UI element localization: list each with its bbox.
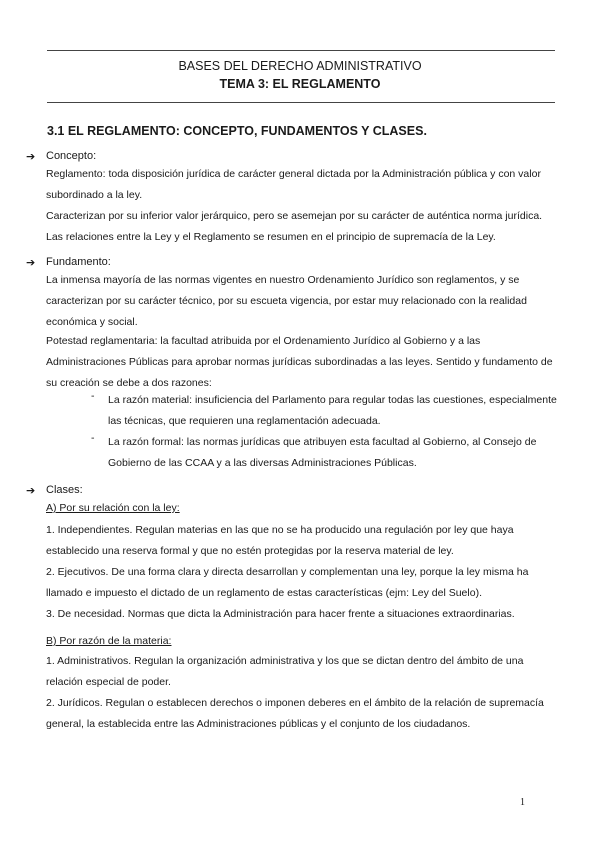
concepto-paragraph-2: Caracterizan por su inferior valor jerárquico, pero se asemejan por su carácter de auténtica norma jurídica. Las relaciones entre la Ley y el Reglamento se resumen en el principio de supremacía de la Ley.	[46, 210, 543, 243]
page-number: 1	[520, 797, 525, 808]
clases-a-item-3: 3. De necesidad. Normas que dicta la Administración para hacer frente a situaciones extraordinarias.	[46, 608, 515, 620]
document-title: BASES DEL DERECHO ADMINISTRATIVO	[178, 59, 422, 73]
clases-group-a-title: A) Por su relación con la ley:	[46, 502, 180, 514]
clases-group-b-title: B) Por razón de la materia:	[46, 635, 172, 647]
header-top-rule	[47, 50, 555, 51]
arrow-bullet-icon: ➔	[26, 257, 36, 269]
fundamento-paragraph-2: Potestad reglamentaria: la facultad atribuida por el Ordenamiento Jurídico al Gobierno y a las Administraciones Públicas para aprobar normas jurídicas subordinadas a las leyes. Sentido y fundamento de su creación se debe a dos razones:	[46, 335, 553, 389]
document-subtitle: TEMA 3: EL REGLAMENTO	[219, 77, 381, 91]
header-bottom-rule	[47, 102, 555, 103]
fundamento-label: Fundamento:	[46, 256, 111, 268]
arrow-bullet-icon: ➔	[26, 151, 36, 163]
clases-a-item-2: 2. Ejecutivos. De una forma clara y directa desarrollan y complementan una ley, porque la ley misma ha llamado e impuesto el dictado de un reglamento de estas características (ejm: Ley del Suelo).	[46, 566, 529, 599]
arrow-bullet-icon: ➔	[26, 485, 36, 497]
fundamento-paragraph-1: La inmensa mayoría de las normas vigentes en nuestro Ordenamiento Jurídico son reglamentos, y se caracterizan por su carácter técnico, por su escueta vigencia, por estar muy relacionado con la realidad económica y social.	[46, 274, 527, 328]
reason-item-material: La razón material: insuficiencia del Parlamento para regular todas las cuestiones, especialmente las técnicas, que requieren una reglamentación adecuada.	[108, 394, 557, 427]
concepto-paragraph-1: Reglamento: toda disposición jurídica de carácter general dictada por la Administración pública y con valor subordinado a la ley.	[46, 168, 541, 201]
dash-bullet: -	[91, 432, 95, 444]
dash-bullet: -	[91, 390, 95, 402]
section-heading: 3.1 EL REGLAMENTO: CONCEPTO, FUNDAMENTOS Y CLASES.	[47, 124, 427, 138]
clases-b-item-1: 1. Administrativos. Regulan la organización administrativa y los que se dictan dentro del ámbito de una relación especial de poder.	[46, 655, 524, 688]
clases-label: Clases:	[46, 484, 83, 496]
clases-b-item-2: 2. Jurídicos. Regulan o establecen derechos o imponen deberes en el ámbito de la relación de supremacía general, la establecida entre las Administraciones públicas y el conjunto de los ciudadanos.	[46, 697, 544, 730]
clases-a-item-1: 1. Independientes. Regulan materias en las que no se ha producido una regulación por ley que haya establecido una reserva formal y que no estén protegidas por la reserva material de ley.	[46, 524, 514, 557]
reason-item-formal: La razón formal: las normas jurídicas que atribuyen esta facultad al Gobierno, al Consejo de Gobierno de las CCAA y a las diversas Administraciones Públicas.	[108, 436, 537, 469]
concepto-label: Concepto:	[46, 150, 97, 162]
